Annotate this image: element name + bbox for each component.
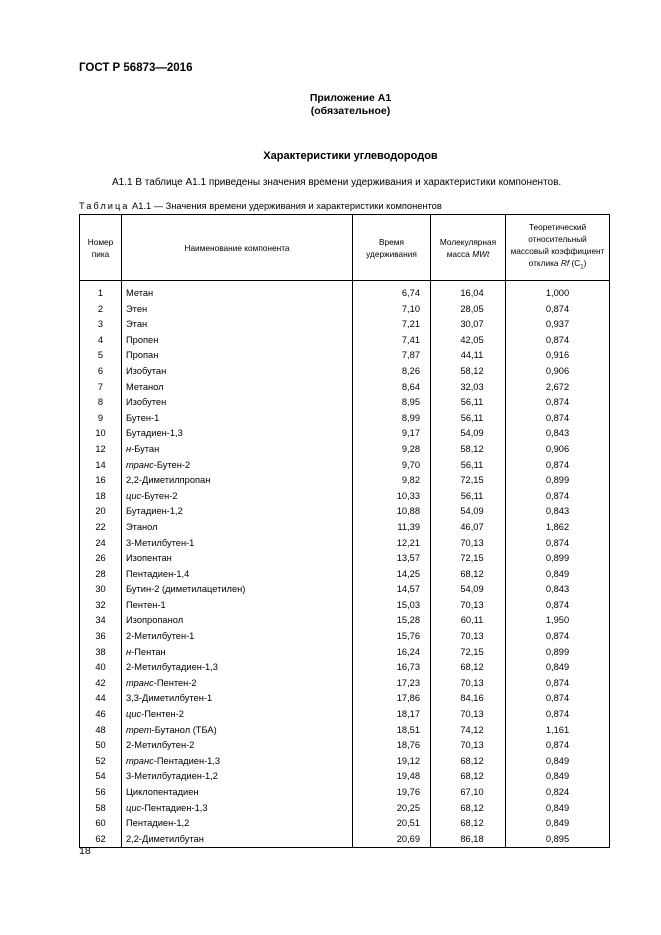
cell-peak: 1: [80, 286, 122, 302]
cell-peak: 60: [80, 816, 122, 832]
cell-coef: 0,874: [506, 629, 610, 645]
cell-peak: 52: [80, 754, 122, 770]
table-row: [80, 801, 610, 817]
cell-mass: 67,10: [431, 785, 506, 801]
cell-mass: 28,05: [431, 302, 506, 318]
cell-mass: 70,13: [431, 598, 506, 614]
cell-time: 10,33: [353, 489, 431, 505]
cell-mass: 32,03: [431, 380, 506, 396]
cell-mass: 68,12: [431, 754, 506, 770]
cell-mass: 74,12: [431, 723, 506, 739]
table-row: [80, 286, 610, 302]
table-row: [80, 302, 610, 318]
cell-peak: 48: [80, 723, 122, 739]
table-row: [80, 598, 610, 614]
cell-peak: 14: [80, 458, 122, 474]
table-row: [80, 660, 610, 676]
cell-name: Метан: [122, 286, 353, 302]
cell-time: 15,28: [353, 613, 431, 629]
cell-peak: 6: [80, 364, 122, 380]
table-row: [80, 832, 610, 848]
cell-time: 18,17: [353, 707, 431, 723]
cell-name: Изопропанол: [122, 613, 353, 629]
table-row: [80, 676, 610, 692]
cell-coef: 0,899: [506, 645, 610, 661]
cell-time: 19,48: [353, 769, 431, 785]
table-row: [80, 754, 610, 770]
cell-name: 2,2-Диметилпропан: [122, 473, 353, 489]
cell-time: 15,03: [353, 598, 431, 614]
cell-name: трет-Бутанол (ТБА): [122, 723, 353, 739]
cell-coef: 0,906: [506, 442, 610, 458]
cell-name: 2-Метилбутен-1: [122, 629, 353, 645]
header-time: Время удерживания: [353, 215, 431, 281]
cell-peak: 9: [80, 411, 122, 427]
cell-name: Пентен-1: [122, 598, 353, 614]
cell-time: 8,64: [353, 380, 431, 396]
cell-name: Бутин-2 (диметилацетилен): [122, 582, 353, 598]
cell-peak: 34: [80, 613, 122, 629]
cell-peak: 56: [80, 785, 122, 801]
table-row: [80, 816, 610, 832]
table-row: [80, 520, 610, 536]
cell-time: 12,21: [353, 536, 431, 552]
cell-peak: 3: [80, 317, 122, 333]
cell-coef: 0,874: [506, 458, 610, 474]
header-mass: [431, 215, 506, 281]
table-row: [80, 645, 610, 661]
cell-coef: 0,874: [506, 302, 610, 318]
cell-name: Изопентан: [122, 551, 353, 567]
cell-name: Пропен: [122, 333, 353, 349]
cell-time: 7,21: [353, 317, 431, 333]
cell-coef: 0,874: [506, 395, 610, 411]
cell-peak: 36: [80, 629, 122, 645]
annex-heading: [0, 92, 661, 118]
cell-coef: 0,899: [506, 551, 610, 567]
cell-mass: 56,11: [431, 411, 506, 427]
table-row: [80, 629, 610, 645]
cell-time: 6,74: [353, 286, 431, 302]
cell-time: 7,10: [353, 302, 431, 318]
cell-coef: 0,849: [506, 754, 610, 770]
cell-peak: 2: [80, 302, 122, 318]
cell-coef: 0,874: [506, 598, 610, 614]
cell-coef: 0,849: [506, 660, 610, 676]
cell-name: Этанол: [122, 520, 353, 536]
cell-time: 13,57: [353, 551, 431, 567]
table-row: [80, 785, 610, 801]
cell-coef: 1,950: [506, 613, 610, 629]
table-row: [80, 458, 610, 474]
table-row: [80, 738, 610, 754]
annex-status: (обязательное): [310, 105, 391, 117]
cell-peak: 16: [80, 473, 122, 489]
header-coef: [506, 215, 610, 281]
table-row: [80, 426, 610, 442]
cell-mass: 68,12: [431, 801, 506, 817]
cell-time: 8,99: [353, 411, 431, 427]
table-caption-lead: Таблица: [79, 201, 130, 211]
cell-peak: 50: [80, 738, 122, 754]
table-row: [80, 473, 610, 489]
cell-time: 17,23: [353, 676, 431, 692]
cell-mass: 30,07: [431, 317, 506, 333]
cell-time: 20,25: [353, 801, 431, 817]
cell-name: Циклопентадиен: [122, 785, 353, 801]
cell-coef: 0,937: [506, 317, 610, 333]
cell-mass: 72,15: [431, 645, 506, 661]
cell-coef: 0,824: [506, 785, 610, 801]
cell-peak: 54: [80, 769, 122, 785]
cell-peak: 12: [80, 442, 122, 458]
table-row: [80, 582, 610, 598]
cell-coef: 0,906: [506, 364, 610, 380]
cell-coef: 2,672: [506, 380, 610, 396]
cell-coef: 1,000: [506, 286, 610, 302]
cell-coef: 0,874: [506, 536, 610, 552]
cell-name: Этан: [122, 317, 353, 333]
cell-time: 9,70: [353, 458, 431, 474]
table-row: [80, 536, 610, 552]
cell-time: 20,51: [353, 816, 431, 832]
cell-name: Пентадиен-1,2: [122, 816, 353, 832]
cell-time: 18,51: [353, 723, 431, 739]
table-caption: [79, 201, 442, 211]
cell-mass: 16,04: [431, 286, 506, 302]
annex-title: Приложение А1: [309, 92, 392, 104]
cell-mass: 56,11: [431, 489, 506, 505]
header-peak: Номер пика: [80, 215, 122, 281]
cell-time: 9,82: [353, 473, 431, 489]
cell-time: 7,87: [353, 348, 431, 364]
cell-peak: 32: [80, 598, 122, 614]
cell-mass: 68,12: [431, 660, 506, 676]
cell-coef: 0,874: [506, 691, 610, 707]
cell-name: 3-Метилбутадиен-1,2: [122, 769, 353, 785]
table-row: [80, 691, 610, 707]
cell-name: Бутадиен-1,2: [122, 504, 353, 520]
cell-name: цис-Пентен-2: [122, 707, 353, 723]
cell-mass: 86,18: [431, 832, 506, 848]
cell-time: 16,24: [353, 645, 431, 661]
cell-mass: 46,07: [431, 520, 506, 536]
cell-time: 9,28: [353, 442, 431, 458]
cell-time: 8,26: [353, 364, 431, 380]
cell-name: цис-Пентадиен-1,3: [122, 801, 353, 817]
cell-mass: 58,12: [431, 364, 506, 380]
table-row: [80, 707, 610, 723]
table-row: [80, 411, 610, 427]
cell-mass: 54,09: [431, 426, 506, 442]
cell-time: 8,95: [353, 395, 431, 411]
cell-name: н-Пентан: [122, 645, 353, 661]
cell-name: транс-Бутен-2: [122, 458, 353, 474]
table-caption-text: А1.1 — Значения времени удерживания и характеристики компонентов: [129, 201, 442, 211]
cell-mass: 70,13: [431, 629, 506, 645]
cell-name: Метанол: [122, 380, 353, 396]
header-coef-text: Теоретический относительный массовый коэффициент отклика Rf $(C_1)$: [510, 222, 605, 271]
cell-mass: 68,12: [431, 816, 506, 832]
cell-mass: 56,11: [431, 395, 506, 411]
cell-time: 19,12: [353, 754, 431, 770]
cell-peak: 28: [80, 567, 122, 583]
cell-peak: 4: [80, 333, 122, 349]
cell-coef: 0,849: [506, 816, 610, 832]
header-name: Наименование компонента: [122, 215, 353, 281]
cell-coef: 0,899: [506, 473, 610, 489]
cell-mass: 72,15: [431, 473, 506, 489]
cell-peak: 42: [80, 676, 122, 692]
table-row: [80, 348, 610, 364]
cell-mass: 84,16: [431, 691, 506, 707]
cell-mass: 70,13: [431, 536, 506, 552]
cell-name: транс-Пентадиен-1,3: [122, 754, 353, 770]
cell-peak: 62: [80, 832, 122, 848]
cell-coef: 0,849: [506, 801, 610, 817]
table-row: [80, 317, 610, 333]
cell-name: Пропан: [122, 348, 353, 364]
table-header-row: [80, 215, 610, 281]
cell-time: 11,39: [353, 520, 431, 536]
cell-peak: 38: [80, 645, 122, 661]
cell-peak: 30: [80, 582, 122, 598]
table-row: [80, 723, 610, 739]
header-mass-text: Молекулярная масса MWt: [439, 236, 497, 259]
cell-mass: 44,11: [431, 348, 506, 364]
table-row: [80, 442, 610, 458]
cell-peak: 58: [80, 801, 122, 817]
cell-name: Изобутан: [122, 364, 353, 380]
cell-time: 7,41: [353, 333, 431, 349]
document-code: ГОСТ Р 56873—2016: [79, 62, 193, 74]
cell-mass: 70,13: [431, 707, 506, 723]
cell-name: н-Бутан: [122, 442, 353, 458]
table-row: [80, 551, 610, 567]
table-row: [80, 364, 610, 380]
cell-peak: 46: [80, 707, 122, 723]
cell-mass: 54,09: [431, 582, 506, 598]
cell-coef: 0,874: [506, 489, 610, 505]
cell-mass: 56,11: [431, 458, 506, 474]
cell-name: транс-Пентен-2: [122, 676, 353, 692]
cell-time: 16,73: [353, 660, 431, 676]
cell-mass: 70,13: [431, 676, 506, 692]
cell-coef: 0,843: [506, 504, 610, 520]
cell-coef: 0,874: [506, 411, 610, 427]
cell-name: Изобутен: [122, 395, 353, 411]
retention-table: [79, 214, 610, 848]
cell-coef: 0,874: [506, 707, 610, 723]
cell-peak: 20: [80, 504, 122, 520]
cell-time: 14,57: [353, 582, 431, 598]
cell-name: Бутен-1: [122, 411, 353, 427]
cell-mass: 70,13: [431, 738, 506, 754]
cell-name: 2,2-Диметилбутан: [122, 832, 353, 848]
cell-coef: 0,849: [506, 769, 610, 785]
cell-coef: 0,895: [506, 832, 610, 848]
cell-mass: 58,12: [431, 442, 506, 458]
cell-peak: 5: [80, 348, 122, 364]
cell-time: 14,25: [353, 567, 431, 583]
cell-time: 9,17: [353, 426, 431, 442]
cell-name: 3-Метилбутен-1: [122, 536, 353, 552]
table-row: [80, 769, 610, 785]
cell-coef: 1,862: [506, 520, 610, 536]
page-number: 18: [79, 845, 91, 857]
cell-name: 3,3-Диметилбутен-1: [122, 691, 353, 707]
table-row: [80, 395, 610, 411]
cell-peak: 7: [80, 380, 122, 396]
cell-peak: 24: [80, 536, 122, 552]
cell-mass: 68,12: [431, 567, 506, 583]
cell-coef: 0,874: [506, 333, 610, 349]
cell-peak: 8: [80, 395, 122, 411]
cell-peak: 10: [80, 426, 122, 442]
cell-name: 2-Метилбутен-2: [122, 738, 353, 754]
cell-peak: 18: [80, 489, 122, 505]
table-row: [80, 333, 610, 349]
cell-peak: 22: [80, 520, 122, 536]
cell-coef: 0,916: [506, 348, 610, 364]
cell-peak: 26: [80, 551, 122, 567]
cell-name: Этен: [122, 302, 353, 318]
cell-time: 17,86: [353, 691, 431, 707]
cell-name: 2-Метилбутадиен-1,3: [122, 660, 353, 676]
cell-time: 18,76: [353, 738, 431, 754]
table-row: [80, 489, 610, 505]
cell-time: 10,88: [353, 504, 431, 520]
cell-time: 15,76: [353, 629, 431, 645]
cell-coef: 0,874: [506, 676, 610, 692]
table-row: [80, 613, 610, 629]
table-row: [80, 380, 610, 396]
cell-peak: 40: [80, 660, 122, 676]
intro-paragraph: А1.1 В таблице А1.1 приведены значения времени удерживания и характеристики компонентов.: [112, 177, 562, 188]
cell-name: цис-Бутен-2: [122, 489, 353, 505]
cell-coef: 0,843: [506, 426, 610, 442]
table-row: [80, 504, 610, 520]
cell-name: Пентадиен-1,4: [122, 567, 353, 583]
section-title: Характеристики углеводородов: [263, 150, 438, 162]
cell-mass: 72,15: [431, 551, 506, 567]
cell-mass: 60,11: [431, 613, 506, 629]
cell-name: Бутадиен-1,3: [122, 426, 353, 442]
cell-mass: 54,09: [431, 504, 506, 520]
cell-coef: 0,874: [506, 738, 610, 754]
cell-peak: 44: [80, 691, 122, 707]
cell-mass: 42,05: [431, 333, 506, 349]
cell-time: 20,69: [353, 832, 431, 848]
cell-coef: 0,849: [506, 567, 610, 583]
cell-time: 19,76: [353, 785, 431, 801]
table-row: [80, 567, 610, 583]
cell-coef: 0,843: [506, 582, 610, 598]
cell-coef: 1,161: [506, 723, 610, 739]
cell-mass: 68,12: [431, 769, 506, 785]
